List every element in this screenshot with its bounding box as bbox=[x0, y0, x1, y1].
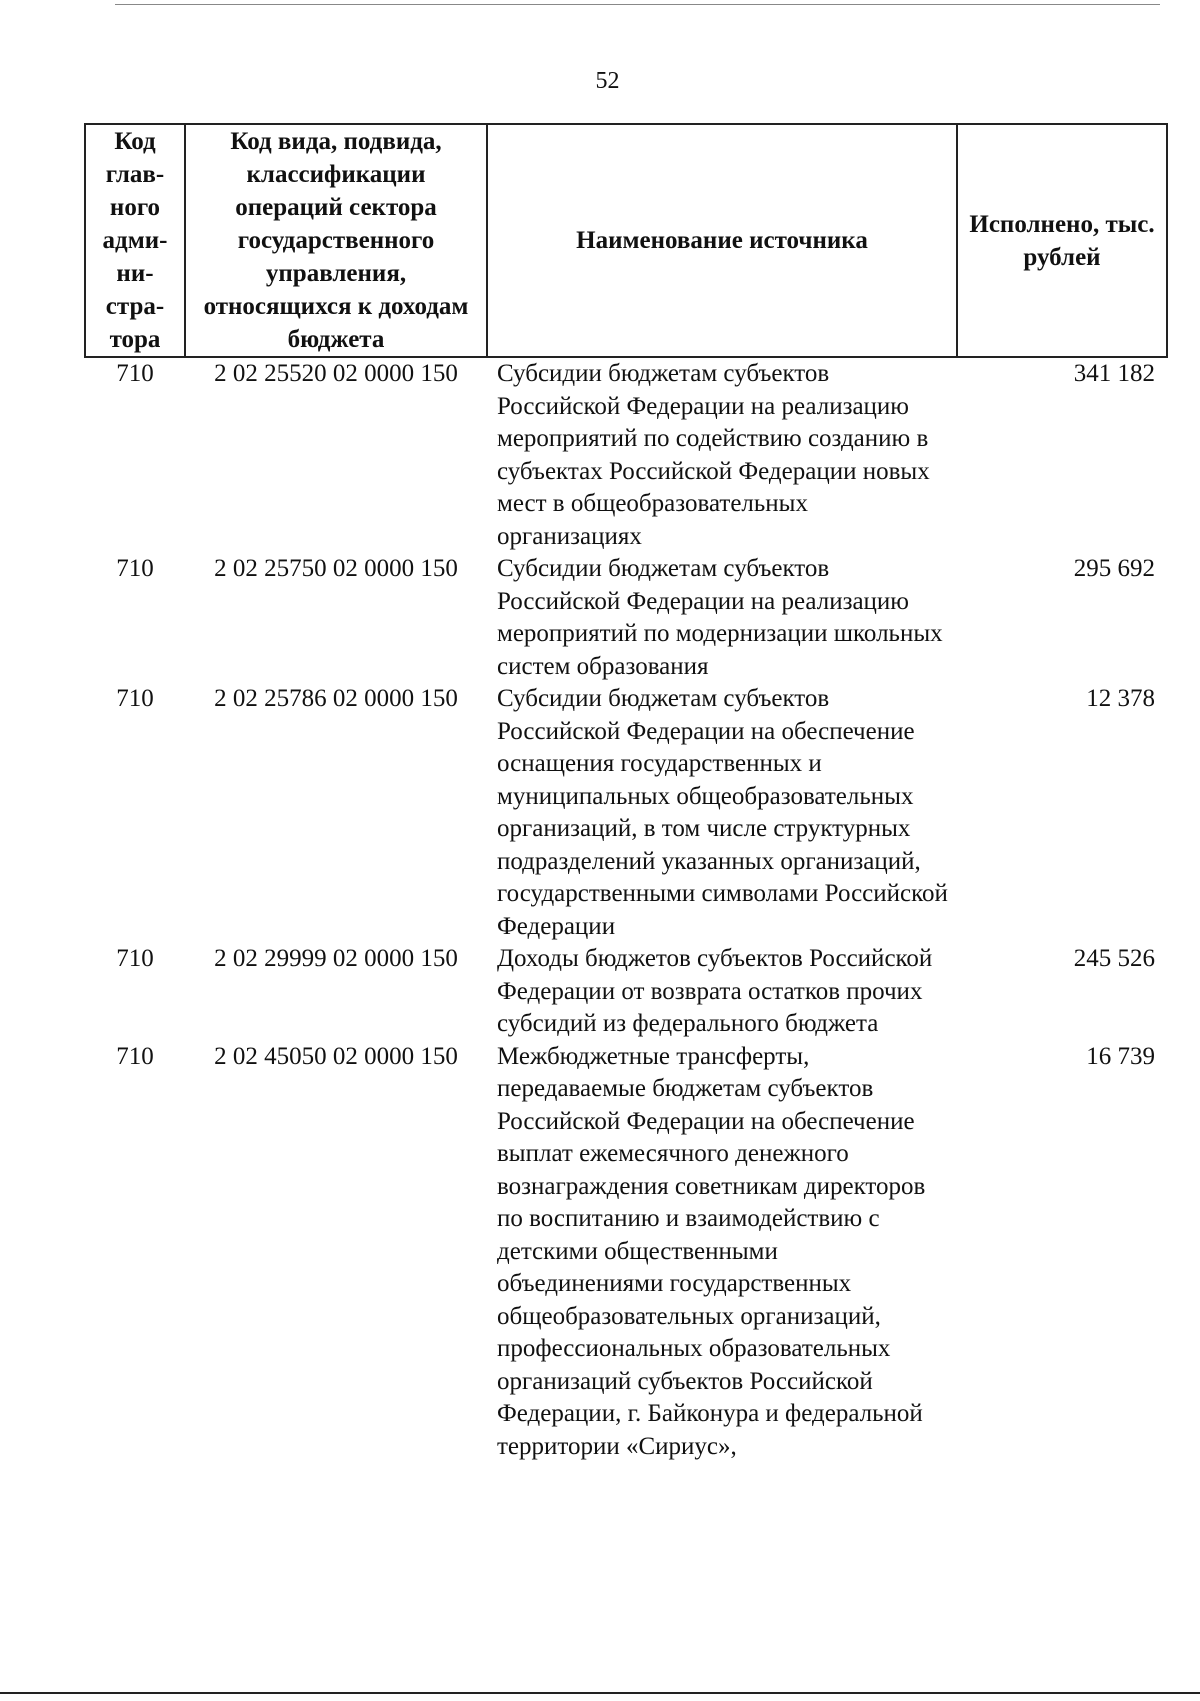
admin-code-cell: 710 bbox=[116, 945, 154, 972]
classification-code-cell: 2 02 45050 02 0000 150 bbox=[214, 1042, 458, 1070]
source-name-cell: Межбюджетные трансферты, передаваемые бюджетам субъектов Российской Федерации на обеспечение выплат ежемесячного денежного вознаграждения советникам директоров по воспитанию и взаимодействию с детскими общественными объединениями государственных общеобразовательных организаций, профессиональных образовательных организаций субъектов Российской Федерации, г. Байконура и федеральной территории «Сириус», bbox=[497, 1042, 926, 1460]
header-row bbox=[85, 124, 1167, 357]
source-name-cell: Субсидии бюджетам субъектов Российской Федерации на реализацию мероприятий по содействию созданию в субъектах Российской Федерации новых мест в общеобразовательных организациях bbox=[497, 360, 930, 550]
admin-code-cell: 710 bbox=[116, 555, 154, 582]
scan-top-edge bbox=[115, 4, 1160, 5]
amount-cell: 245 526 bbox=[1073, 945, 1155, 972]
amount-cell: 341 182 bbox=[1073, 360, 1155, 387]
table-row bbox=[85, 683, 1167, 943]
page-number: 52 bbox=[595, 68, 620, 94]
table-body bbox=[85, 357, 1167, 1463]
table-row bbox=[85, 553, 1167, 683]
admin-code-cell: 710 bbox=[116, 1042, 154, 1070]
source-name-cell: Доходы бюджетов субъектов Российской Федерации от возврата остатков прочих субсидий из федерального бюджета bbox=[497, 945, 933, 1037]
scan-bottom-edge bbox=[0, 1692, 1200, 1694]
classification-code-cell: 2 02 25520 02 0000 150 bbox=[214, 360, 458, 387]
amount-cell: 16 739 bbox=[1086, 1042, 1155, 1070]
admin-code-cell: 710 bbox=[116, 685, 154, 712]
amount-cell: 295 692 bbox=[1073, 555, 1155, 582]
source-name-cell: Субсидии бюджетам субъектов Российской Федерации на реализацию мероприятий по модернизации школьных систем образования bbox=[497, 555, 943, 680]
header-classification-code: Код вида, подвида, классификации операций сектора государственного управления, относящихся к доходам бюджета bbox=[185, 124, 487, 357]
header-admin-code: Код глав-ного адми-ни-стра-тора bbox=[85, 124, 185, 357]
budget-sources-table bbox=[84, 123, 1168, 1463]
header-source-name: Наименование источника bbox=[487, 124, 957, 357]
amount-cell: 12 378 bbox=[1086, 685, 1155, 712]
table-header bbox=[85, 124, 1167, 357]
classification-code-cell: 2 02 29999 02 0000 150 bbox=[214, 945, 458, 972]
table-row bbox=[85, 357, 1167, 553]
classification-code-cell: 2 02 25786 02 0000 150 bbox=[214, 685, 458, 712]
source-name-cell: Субсидии бюджетам субъектов Российской Федерации на обеспечение оснащения государственных и муниципальных общеобразовательных организаций, в том числе структурных подразделений указанных организаций, государственными символами Российской Федерации bbox=[497, 685, 948, 940]
admin-code-cell: 710 bbox=[116, 360, 154, 387]
table-row bbox=[85, 943, 1167, 1041]
classification-code-cell: 2 02 25750 02 0000 150 bbox=[214, 555, 458, 582]
table-row bbox=[85, 1041, 1167, 1464]
header-executed-amount: Исполнено, тыс. рублей bbox=[957, 124, 1167, 357]
